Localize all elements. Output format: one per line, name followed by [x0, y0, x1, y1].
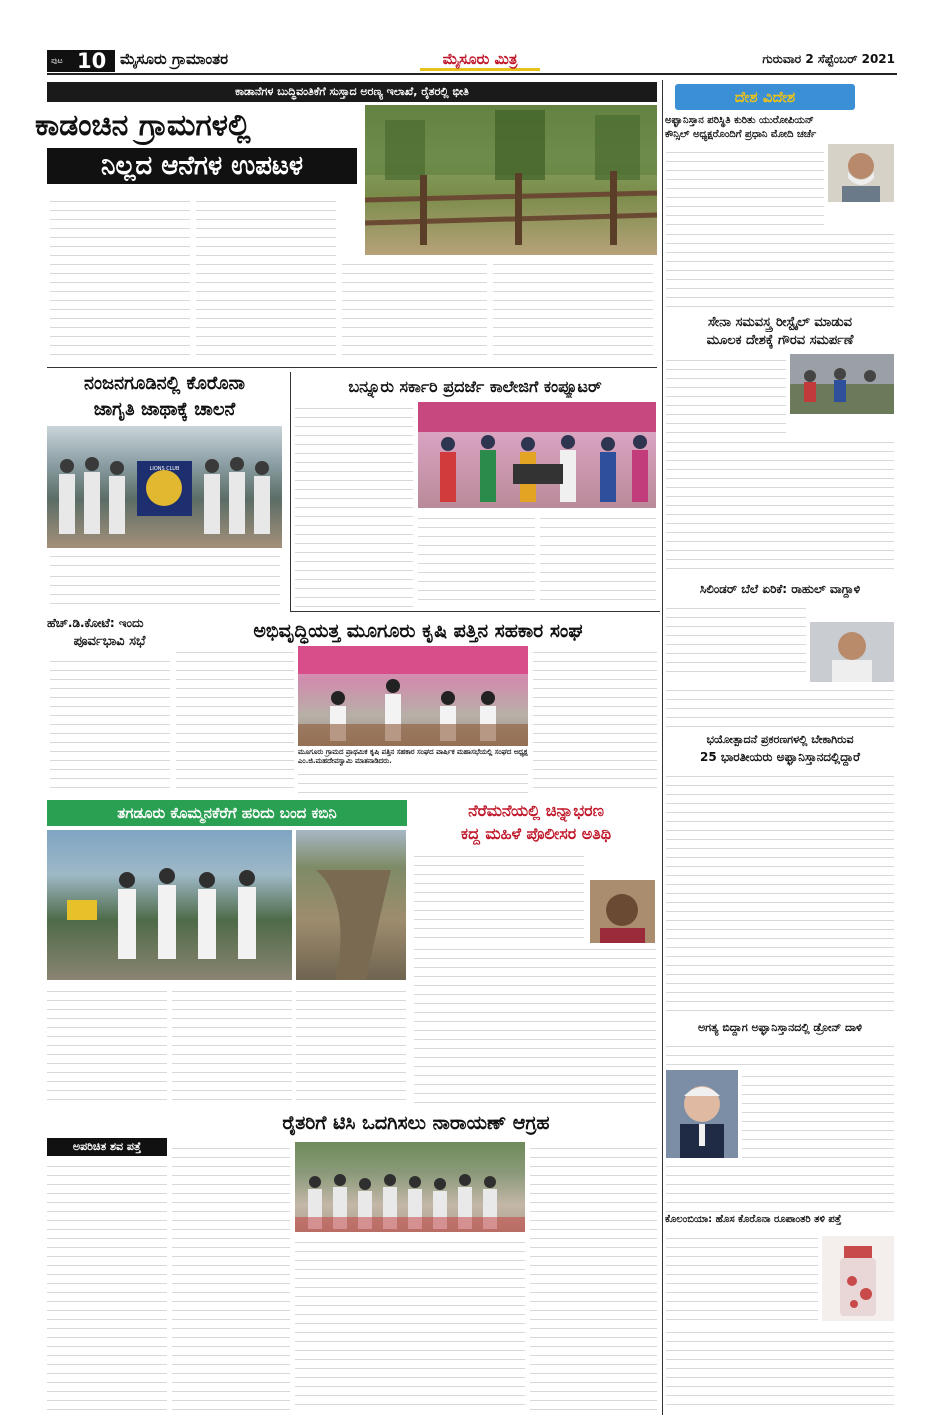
dv-s4-headline-2: 25 ಭಾರತೀಯರು ಅಫ್ಘಾನಿಸ್ತಾನದಲ್ಲಿದ್ದಾರೆ [700, 750, 860, 764]
lions-club-banner: LIONS CLUB [149, 466, 180, 472]
hdkote-body [50, 655, 170, 793]
bannur-body-col-3 [540, 512, 656, 607]
tagaduru-body-col-2 [172, 985, 292, 1105]
raitha-body-col-1 [172, 1142, 290, 1410]
raitha-body-col-3 [530, 1142, 657, 1410]
tagaduru-body-col-3 [296, 985, 406, 1105]
dv-s1-body-top [666, 146, 824, 226]
nanjangud-caption [50, 550, 280, 568]
dv-s1-headline-2: ಕೌನ್ಸಿಲ್ ಅಧ್ಯಕ್ಷರೊಂದಿಗೆ ಪ್ರಧಾನಿ ಮೋದಿ ಚರ್ಚೆ [665, 129, 817, 140]
trench [296, 830, 406, 980]
apachitha-body [47, 1160, 167, 1410]
rally-crowd [47, 426, 282, 548]
hdkote-headline-2: ಪೂರ್ವಭಾವಿ ಸಭೆ [73, 634, 146, 649]
uniform-stitching-photo [790, 354, 894, 414]
rahul-gandhi-photo [810, 622, 894, 682]
nanjangud-headline-1: ನಂಜನಗೂಡಿನಲ್ಲಿ ಕೊರೊನಾ [84, 373, 245, 394]
biden-portrait [666, 1070, 738, 1158]
masthead-rule [47, 73, 897, 75]
dv-s2-headline-2: ಮೂಲಕ ದೇಶಕ್ಕೆ ಗೌರವ ಸಮರ್ಪಣೆ [706, 333, 854, 348]
dv-s6-body-bottom [666, 1326, 894, 1412]
modi-portrait [828, 144, 894, 202]
lead-body-col-2 [196, 195, 336, 363]
lead-body-col-1 [50, 195, 190, 363]
page-number-badge [47, 50, 115, 72]
lake-ceremony [47, 830, 292, 980]
apachitha-headline: ಅಪರಿಚಿತ ಶವ ಪತ್ತೆ [47, 1138, 167, 1156]
bannur-computer-photo [418, 402, 656, 508]
moogur-headline: ಅಭಿವೃದ್ಧಿಯತ್ತ ಮೂಗೂರು ಕೃಷಿ ಪತ್ತಿನ ಸಹಕಾರ ಸಂಘ [253, 620, 583, 642]
lead-headline-2: ನಿಲ್ಲದ ಆನೆಗಳ ಉಪಟಳ [47, 148, 357, 184]
dv-s5-body-side [742, 1070, 894, 1158]
dv-s1-headline-1: ಅಫ್ಘಾನಿಸ್ತಾನ ಪರಿಸ್ಥಿತಿ ಕುರಿತು ಯುರೋಪಿಯನ್ [665, 115, 814, 126]
lead-headline-1: ಕಾಡಂಚಿನ ಗ್ರಾಮಗಳಲ್ಲಿ [35, 108, 251, 143]
bannur-body-col-1 [295, 402, 413, 607]
bannur-headline: ಬನ್ನೂರು ಸರ್ಕಾರಿ ಪ್ರದರ್ಜೆ ಕಾಲೇಜಿಗೆ ಕಂಪ್ಯೂಟರ್ [348, 377, 602, 396]
dv-s5-headline: ಅಗತ್ಯ ಬಿದ್ದಾಗ ಅಫ್ಘಾನಿಸ್ತಾನದಲ್ಲಿ ಡ್ರೋನ್ ದಾಳಿ [697, 1021, 863, 1034]
modi-photo [828, 144, 894, 202]
dv-s4-body [666, 770, 894, 1018]
raitha-body-col-2 [295, 1236, 525, 1410]
dv-s1-body-bottom [666, 228, 894, 312]
page-label: ಪುಟ [51, 56, 63, 65]
nanjangud-rally-photo [47, 426, 282, 548]
nanjangud-body [50, 570, 280, 610]
moogur-body-col-1 [176, 646, 294, 796]
lead-body-col-4 [493, 258, 653, 363]
lead-body-col-3 [342, 258, 487, 363]
issue-date: ಗುರುವಾರ 2 ಸೆಪ್ಟೆಂಬರ್ 2021 [762, 52, 895, 66]
page-number: 10 [77, 49, 107, 73]
lead-kicker: ಕಾಡಾನೆಗಳ ಬುದ್ಧಿವಂತಿಕೆಗೆ ಸುಸ್ತಾದ ಅರಣ್ಯ ಇಲಾಖೆ, ರೈತರಲ್ಲಿ ಭೀತಿ [47, 82, 657, 102]
farmers-protest-photo [295, 1142, 525, 1232]
dv-s6-headline: ಕೊಲಂಬಿಯಾ: ಹೊಸ ಕೊರೊನಾ ರೂಪಾಂತರಿ ತಳಿ ಪತ್ತೆ [665, 1214, 842, 1225]
dv-s5-body-bottom [666, 1160, 894, 1212]
dv-s6-body-top [666, 1232, 818, 1324]
meeting-scene [298, 646, 528, 746]
moogur-body-col-3 [533, 646, 657, 796]
vaccine-vial-photo [822, 1236, 894, 1321]
tagaduru-lake-photo [47, 830, 292, 980]
paper-name: ಮೈಸೂರು ಮಿತ್ರ [420, 47, 540, 71]
tagaduru-headline: ತಗಡೂರು ಕೊಮ್ಮನಕೆರೆಗೆ ಹರಿದು ಬಂದ ಕಬಿನಿ [47, 800, 407, 826]
computer-handover [418, 402, 656, 508]
dv-s3-headline: ಸಿಲಿಂಡರ್ ಬೆಲೆ ಏರಿಕೆ: ರಾಹುಲ್ ವಾಗ್ದಾಳಿ [699, 582, 861, 596]
nanjangud-headline-2: ಜಾಗೃತಿ ಜಾಥಾಕ್ಕೆ ಚಾಲನೆ [93, 399, 236, 420]
hdkote-headline-1: ಹೆಚ್.ಡಿ.ಕೋಟೆ: ಇಂದು [47, 616, 144, 630]
tagaduru-body-col-1 [47, 985, 167, 1105]
moogur-body-col-2 [298, 768, 528, 796]
protest-crowd [295, 1142, 525, 1232]
raitha-headline: ರೈತರಿಗೆ ಟಿಸಿ ಒದಗಿಸಲು ನಾರಾಯಣ್ ಆಗ್ರಹ [282, 1112, 550, 1134]
vaccine-vial [822, 1236, 894, 1321]
dv-s5-body-top [666, 1040, 894, 1068]
moogur-meeting-photo [298, 646, 528, 746]
rahul-portrait [810, 622, 894, 682]
dv-s4-headline-1: ಭಯೋತ್ಪಾದನೆ ಪ್ರಕರಣಗಳಲ್ಲಿ ಬೇಕಾಗಿರುವ [706, 733, 854, 746]
masthead [0, 0, 945, 80]
uniform-workshop [790, 354, 894, 414]
neremane-headline-1: ನೆರೆಮನೆಯಲ್ಲಿ ಚಿನ್ನಾಭರಣ [468, 801, 604, 820]
neremane-headline-2: ಕದ್ದ ಮಹಿಳೆ ಪೊಲೀಸರ ಅತಿಥಿ [460, 824, 612, 843]
desha-videsha-title: ದೇಶ ವಿದೇಶ [675, 84, 855, 110]
section-name: ಮೈಸೂರು ಗ್ರಾಮಾಂತರ [120, 50, 229, 68]
dv-s2-headline-1: ಸೇನಾ ಸಮವಸ್ತ್ರ ರೀಸ್ಟೈಲ್ ಮಾಡುವ [707, 315, 853, 330]
neremane-body-col-1 [414, 850, 584, 940]
dv-s3-body-top [666, 602, 806, 672]
biden-photo [666, 1070, 738, 1158]
moogur-caption: ಮೂಗೂರು ಗ್ರಾಮದ ಪ್ರಾಥಮಿಕ ಕೃಷಿ ಪತ್ತಿನ ಸಹಕಾರ ಸಂಘದ ವಾರ್ಷಿಕ ಮಹಾಸಭೆಯಲ್ಲಿ ಸಂಘದ ಅಧ್ಯಕ್ಷ ಎಂ.ಜಿ.ಮಹದೇವಸ್ವಾಮಿ ಮಾತನಾಡಿದರು. [298, 748, 528, 765]
dv-s2-body-bottom [666, 436, 894, 576]
canal-trench-photo [296, 830, 406, 980]
dv-s3-body-bottom [666, 684, 894, 730]
bannur-body-col-2 [418, 512, 535, 607]
dv-s2-body-top [666, 354, 786, 434]
neremane-body-col-2 [414, 943, 656, 1105]
